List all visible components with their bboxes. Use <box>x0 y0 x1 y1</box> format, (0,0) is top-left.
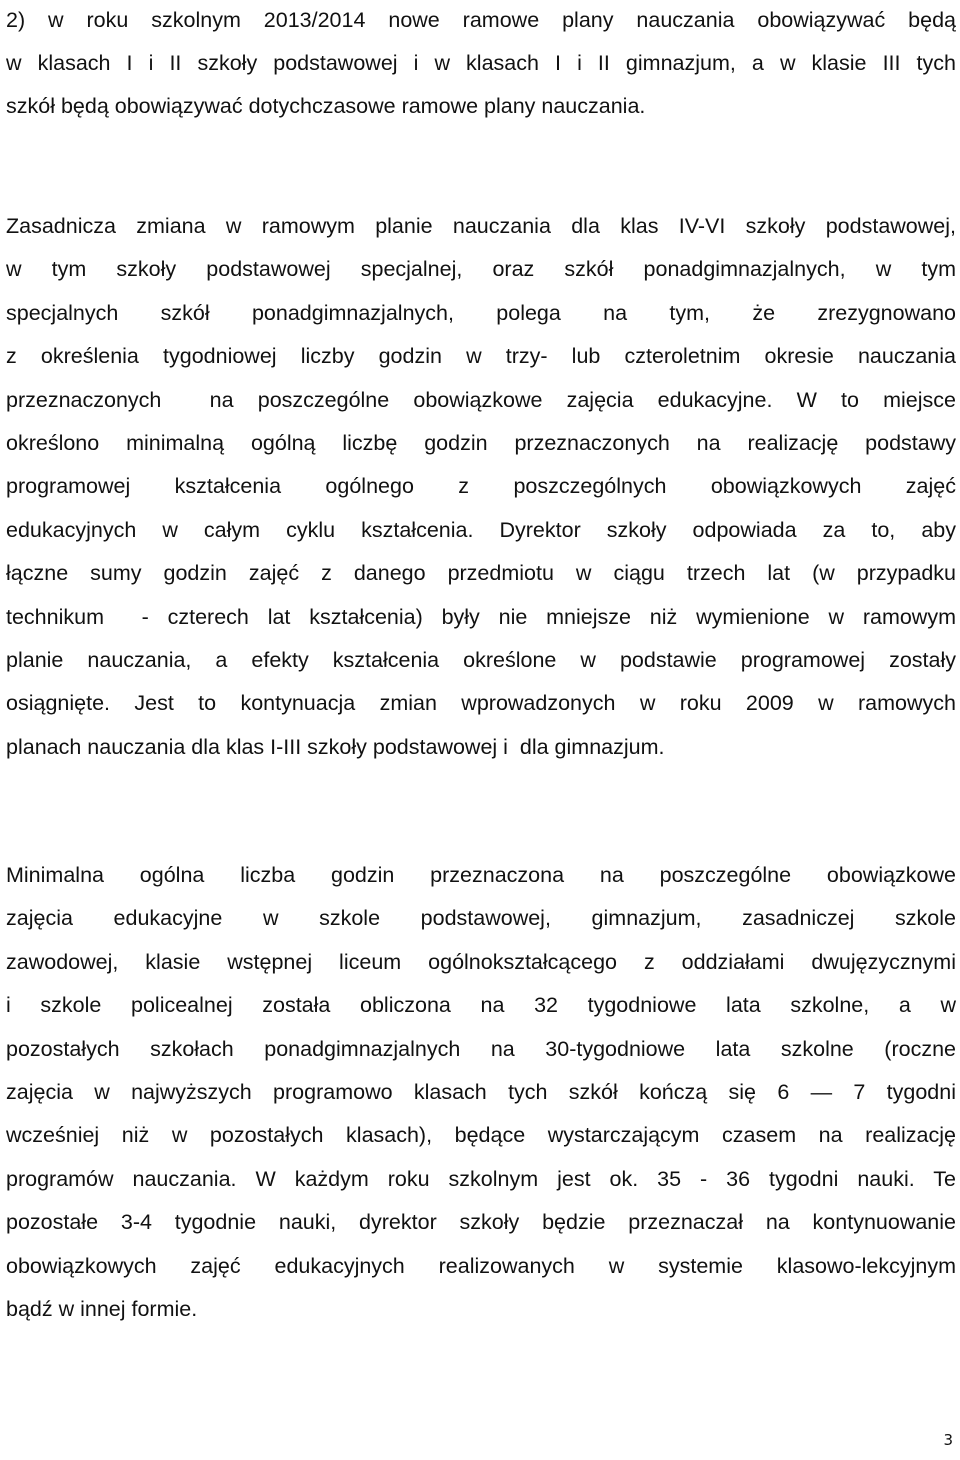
text-line: Zasadnicza zmiana w ramowym planie nauczania dla klas IV-VI szkoły podstawowej, <box>6 214 956 238</box>
paragraph-minimum-hours <box>6 854 956 1331</box>
text-line: szkół będą obowiązywać dotychczasowe ramowe plany nauczania. <box>6 94 646 118</box>
text-line: 2) w roku szkolnym 2013/2014 nowe ramowe plany nauczania obowiązywać będą <box>6 8 956 32</box>
text-line: w tym szkoły podstawowej specjalnej, oraz szkół ponadgimnazjalnych, w tym <box>6 257 956 282</box>
text-line: zajęcia edukacyjne w szkole podstawowej, gimnazjum, zasadniczej szkole <box>6 906 956 931</box>
paragraph-plan-transition <box>6 0 956 128</box>
text-line: w klasach I i II szkoły podstawowej i w klasach I i II gimnazjum, a w klasie III tych <box>6 51 956 75</box>
text-line: pozostałych szkołach ponadgimnazjalnych na 30-tygodniowe lata szkolne (roczne <box>6 1036 956 1061</box>
paragraph-curriculum-change <box>6 205 956 769</box>
text-line: łączne sumy godzin zajęć z danego przedmiotu w ciągu trzech lat (w przypadku <box>6 561 956 586</box>
text-line: i szkole policealnej została obliczona na 32 tygodniowe lata szkolne, a w <box>6 993 956 1018</box>
text-line: osiągnięte. Jest to kontynuacja zmian wprowadzonych w roku 2009 w ramowych <box>6 691 956 716</box>
text-line: z określenia tygodniowej liczby godzin w trzy- lub czteroletnim okresie nauczania <box>6 344 956 369</box>
text-line: bądź w innej formie. <box>6 1296 198 1321</box>
text-line: specjalnych szkół ponadgimnazjalnych, polega na tym, że zrezygnowano <box>6 300 956 325</box>
text-line: technikum - czterech lat kształcenia) były nie mniejsze niż wymienione w ramowym <box>6 604 956 629</box>
text-line: określono minimalną ogólną liczbę godzin przeznaczonych na realizację podstawy <box>6 430 956 455</box>
page-number: 3 <box>943 1431 953 1449</box>
text-line: zajęcia w najwyższych programowo klasach tych szkół kończą się 6 — 7 tygodni <box>6 1079 956 1104</box>
text-line: przeznaczonych na poszczególne obowiązkowe zajęcia edukacyjne. W to miejsce <box>6 387 956 412</box>
text-line: programów nauczania. W każdym roku szkolnym jest ok. 35 - 36 tygodni nauki. Te <box>6 1166 956 1191</box>
text-line: planie nauczania, a efekty kształcenia określone w podstawie programowej zostały <box>6 647 956 672</box>
text-line: Minimalna ogólna liczba godzin przeznaczona na poszczególne obowiązkowe <box>6 863 956 887</box>
text-line: wcześniej niż w pozostałych klasach), będące wystarczającym czasem na realizację <box>6 1123 956 1148</box>
text-line: edukacyjnych w całym cyklu kształcenia. Dyrektor szkoły odpowiada za to, aby <box>6 517 956 542</box>
text-line: obowiązkowych zajęć edukacyjnych realizowanych w systemie klasowo-lekcyjnym <box>6 1253 956 1278</box>
text-line: pozostałe 3-4 tygodnie nauki, dyrektor szkoły będzie przeznaczał na kontynuowanie <box>6 1210 956 1235</box>
text-line: planach nauczania dla klas I-III szkoły podstawowej i dla gimnazjum. <box>6 734 665 759</box>
text-line: zawodowej, klasie wstępnej liceum ogólnokształcącego z oddziałami dwujęzycznymi <box>6 949 956 974</box>
text-line: programowej kształcenia ogólnego z poszczególnych obowiązkowych zajęć <box>6 474 956 499</box>
